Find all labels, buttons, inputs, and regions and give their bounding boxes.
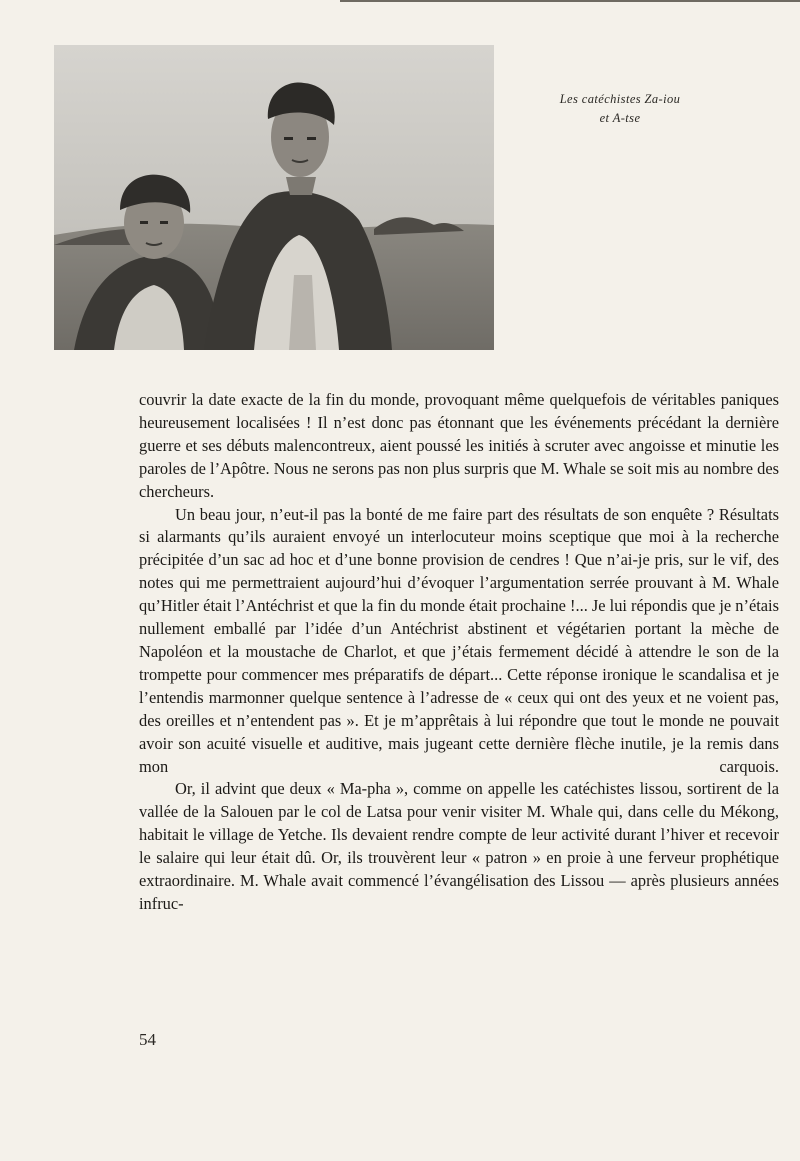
photo-illustration — [54, 45, 494, 350]
paragraph-1: couvrir la date exacte de la fin du monde, provoquant même quelquefois de véritables paniques heureusement localisées ! Il n’est donc pas étonnant que les événements précédant la dernière guerre et ses débuts malencontreux, aient poussé les initiés à scruter avec angoisse et minutie les paroles de l’Apôtre. Nous ne serons pas non plus surpris que M. Whale se soit mis au nombre des chercheurs. — [139, 390, 779, 501]
paragraph-3: Or, il advint que deux « Ma-pha », comme on appelle les catéchistes lissou, sortirent de la vallée de la Salouen par le col de Latsa pour venir visiter M. Whale qui, dans celle du Mékong, habitait le village de Yetche. Ils devaient rendre compte de leur activité durant l’hiver et recevoir le salaire qui leur était dû. Or, ils trouvèrent leur « patron » en proie à une ferveur prophétique extraordinaire. M. Whale avait commencé l’évangélisation des Lissou — après plusieurs années infruc- — [139, 779, 779, 913]
photo-caption — [520, 90, 720, 128]
paragraph-2: Un beau jour, n’eut-il pas la bonté de me faire part des résultats de son enquête ? Résultats si alarmants qu’ils auraient envoyé un interlocuteur moins sceptique que moi à la recherche précipitée d’un sac ad hoc et d’une bonne provision de cendres ! Que n’ai-je pris, sur le vif, des notes qui me permettraient aujourd’hui d’évoquer l’argumentation serrée prouvant à M. Whale qu’Hitler était l’Antéchrist et que la fin du monde était prochaine !... Je lui répondis que je n’étais nullement emballé par l’idée d’un Antéchrist abstinent et végétarien portant la mèche de Napoléon et la moustache de Charlot, et que j’étais fermement décidé à attendre le son de la trompette pour commencer mes préparatifs de départ... Cette réponse ironique le scandalisa et je l’entendis marmonner quelque sentence à l’adresse de « ceux qui ont des yeux et ne voient pas, des oreilles et n’entendent pas ». Et je m’apprêtais à lui répondre que tout le monde ne pouvait avoir son acuité visuelle et auditive, mais jugeant cette dernière flèche inutile, je la remis dans mon carquois. — [139, 504, 779, 776]
caption-line-2: et A-tse — [599, 111, 641, 125]
caption-line-1: Les catéchistes Za-iou — [559, 92, 681, 106]
page-number: 54 — [139, 1030, 156, 1049]
photograph-catechists — [54, 45, 494, 350]
top-rule — [340, 0, 800, 2]
body-text — [139, 389, 779, 916]
